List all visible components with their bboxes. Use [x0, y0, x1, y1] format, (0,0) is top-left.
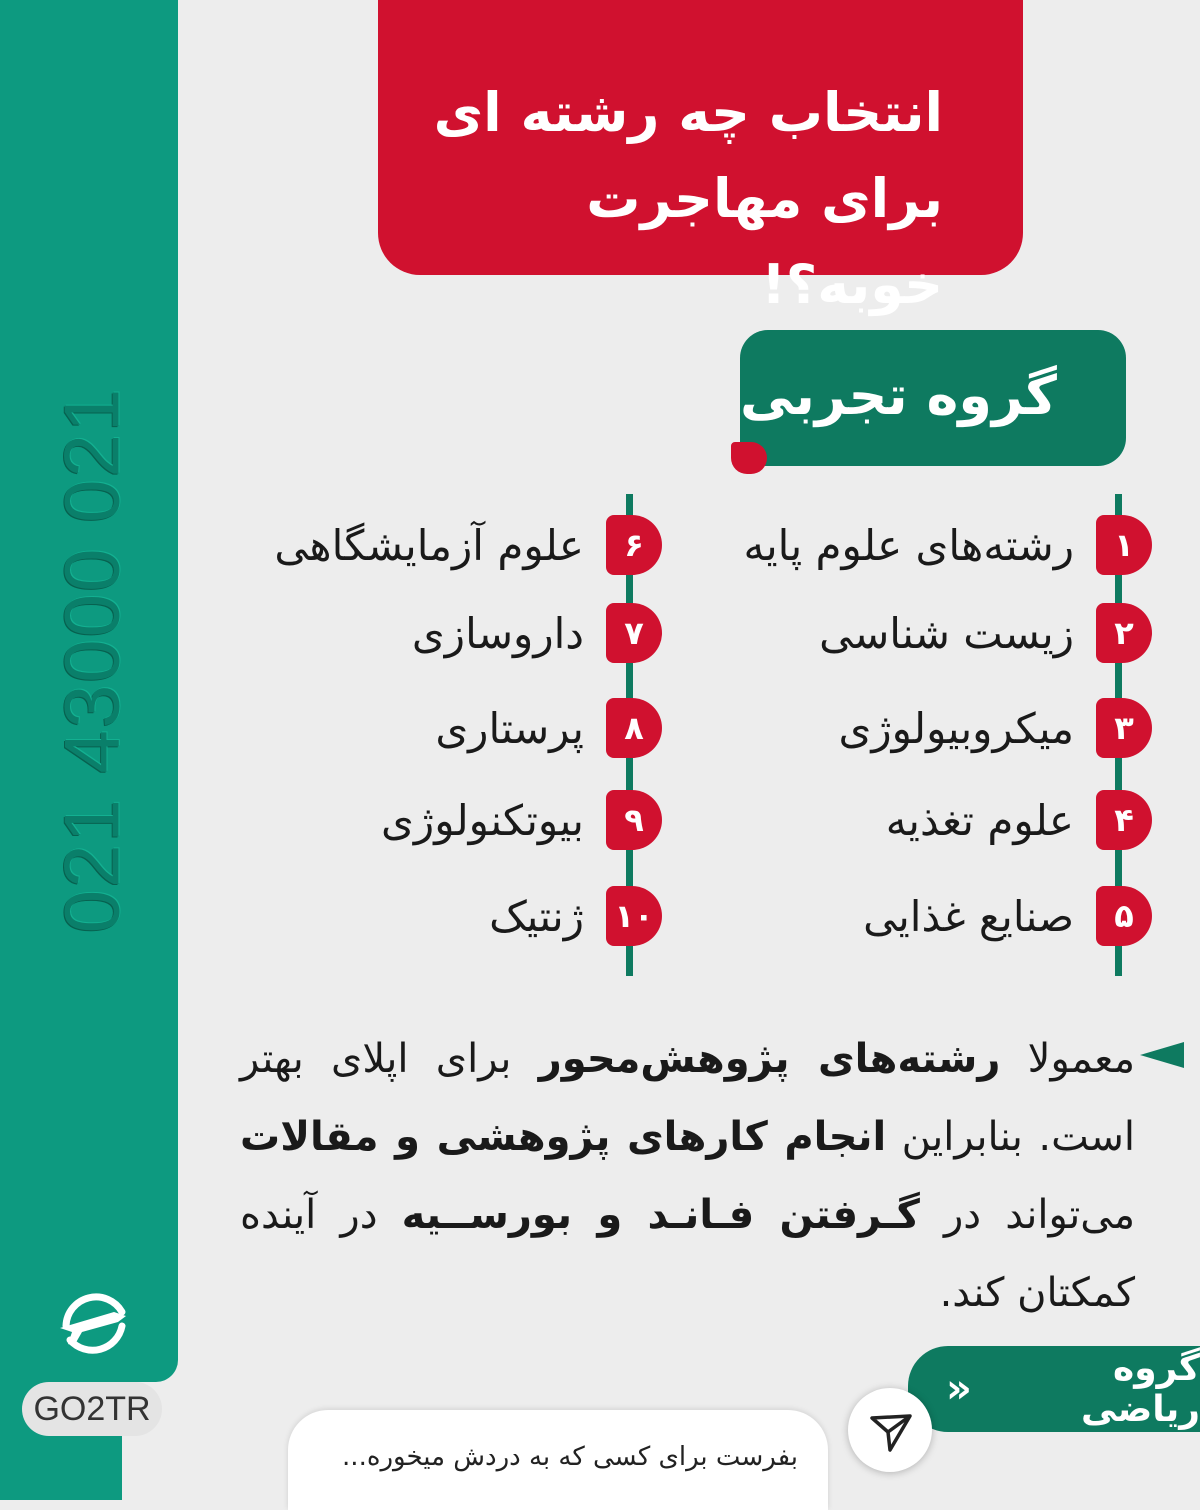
paragraph-text: می‌تواند در [919, 1192, 1136, 1238]
item-label: داروسازی [411, 608, 584, 658]
title-line-1: انتخاب چه رشته ای [433, 81, 943, 144]
title-line-2: برای مهاجرت خوبه؟! [586, 167, 943, 316]
paragraph-bold: گـرفتن فـانـد و بورســیه [401, 1192, 920, 1238]
share-text: بفرست برای کسی که به دردش میخوره... [342, 1442, 798, 1472]
item-label: پرستاری [435, 703, 584, 753]
next-section-label: گروه ریاضی [1081, 1348, 1200, 1430]
item-number: ۶ [606, 515, 662, 575]
paragraph-bold: رشته‌های پژوهش‌محور [538, 1036, 1001, 1082]
item-label: زیست شناسی [819, 608, 1074, 658]
paragraph-text: برای اپلای بهتر است. بنابراین [240, 1036, 1135, 1160]
list-item [274, 510, 662, 580]
send-button[interactable] [848, 1388, 932, 1472]
paragraph-bold: انجام کارهای پژوهشی و مقالات [240, 1114, 887, 1160]
item-label: رشته‌های علوم پایه [743, 520, 1074, 570]
description-paragraph [240, 1020, 1135, 1332]
share-message-box[interactable] [288, 1410, 828, 1510]
brand-name: GO2TR [22, 1382, 162, 1436]
item-label: علوم تغذیه [885, 795, 1074, 845]
page-title [398, 70, 1003, 328]
item-number: ۳ [1096, 698, 1152, 758]
item-number: ۱۰ [606, 886, 662, 946]
list-item [743, 510, 1152, 580]
plane-globe-icon [52, 1282, 136, 1366]
item-number: ۱ [1096, 515, 1152, 575]
next-section-button[interactable] [908, 1346, 1200, 1432]
item-number: ۴ [1096, 790, 1152, 850]
item-number: ۸ [606, 698, 662, 758]
double-chevron-left-icon: « [946, 1366, 966, 1412]
item-label: بیوتکنولوژی [381, 795, 584, 845]
send-icon [848, 1388, 932, 1472]
item-label: میکروبیولوژی [838, 703, 1074, 753]
list-item [886, 785, 1152, 855]
list-item [412, 598, 662, 668]
bullet-arrow-icon [1140, 1042, 1184, 1068]
item-number: ۹ [606, 790, 662, 850]
item-number: ۵ [1096, 886, 1152, 946]
list-item [381, 785, 662, 855]
title-banner [378, 0, 1023, 316]
paragraph-text: در آینده کمکتان کند. [240, 1192, 1135, 1316]
tag-dot [731, 442, 767, 474]
list-item [435, 693, 662, 763]
item-number: ۷ [606, 603, 662, 663]
section-title: گروه تجربی [740, 363, 1057, 427]
list-item [489, 881, 662, 951]
item-label: ژنتیک [489, 891, 584, 941]
list-item [863, 881, 1152, 951]
item-label: علوم آزمایشگاهی [274, 520, 584, 570]
paragraph-text: معمولا [1000, 1036, 1136, 1082]
item-number: ۲ [1096, 603, 1152, 663]
list-item [838, 693, 1152, 763]
section-tag [740, 330, 1126, 466]
list-item [819, 598, 1152, 668]
item-label: صنایع غذایی [863, 891, 1074, 941]
